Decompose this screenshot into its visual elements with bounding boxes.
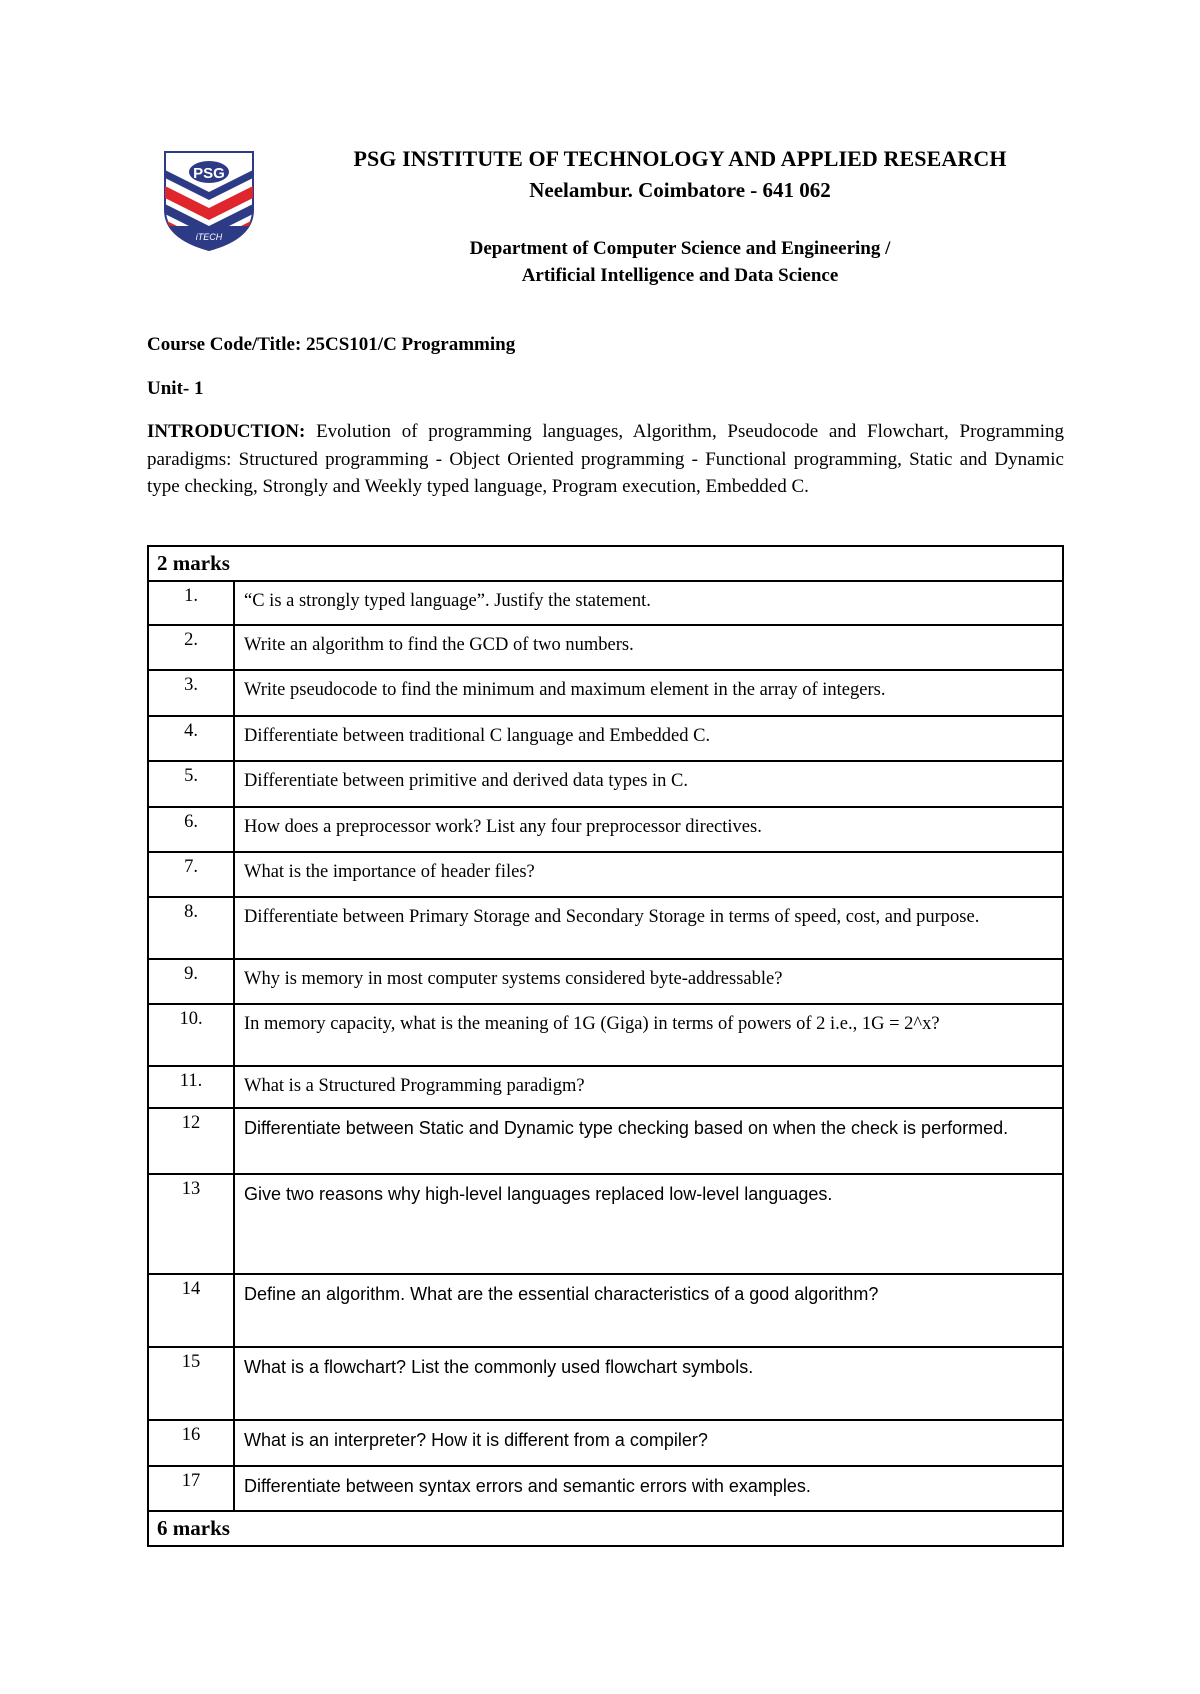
question-number: 11. <box>148 1066 234 1108</box>
table-row <box>148 1420 1063 1466</box>
table-row <box>148 716 1063 761</box>
question-number: 6. <box>148 807 234 852</box>
question-number: 12 <box>148 1108 234 1174</box>
section-label: 6 marks <box>148 1511 1063 1546</box>
table-row <box>148 1004 1063 1066</box>
department-line-1: Department of Computer Science and Engineering / <box>469 238 891 259</box>
institute-address: Neelambur. Coimbatore - 641 062 <box>529 178 831 202</box>
question-number: 10. <box>148 1004 234 1066</box>
question-number: 14 <box>148 1274 234 1347</box>
table-row <box>148 761 1063 807</box>
table-row <box>148 852 1063 897</box>
table-row <box>148 581 1063 625</box>
question-text: Differentiate between Static and Dynamic type checking based on when the check is performed. <box>234 1108 1063 1174</box>
question-text: Why is memory in most computer systems considered byte-addressable? <box>234 959 1063 1004</box>
question-text: Write pseudocode to find the minimum and maximum element in the array of integers. <box>234 670 1063 716</box>
table-row <box>148 1174 1063 1274</box>
section-label: 2 marks <box>148 546 1063 581</box>
question-text: What is an interpreter? How it is different from a compiler? <box>234 1420 1063 1466</box>
institute-name: PSG INSTITUTE OF TECHNOLOGY AND APPLIED RESEARCH <box>353 146 1007 171</box>
intro-text: Evolution of programming languages, Algorithm, Pseudocode and Flowchart, Programming paradigms: Structured programming - Object Oriented programming - Functional programming, Static and Dynamic type checking, Strongly and Weekly typed language, Program execution, Embedded C. <box>147 421 1064 497</box>
question-number: 17 <box>148 1466 234 1511</box>
question-number: 8. <box>148 897 234 959</box>
course-code-title: Course Code/Title: 25CS101/C Programming <box>147 334 516 355</box>
question-number: 2. <box>148 625 234 670</box>
question-text: What is a Structured Programming paradigm? <box>234 1066 1063 1108</box>
table-row <box>148 959 1063 1004</box>
question-number: 4. <box>148 716 234 761</box>
question-text: Define an algorithm. What are the essential characteristics of a good algorithm? <box>234 1274 1063 1347</box>
table-row <box>148 670 1063 716</box>
table-row <box>148 1347 1063 1420</box>
table-row <box>148 1108 1063 1174</box>
question-number: 7. <box>148 852 234 897</box>
logo-text-top: PSG <box>193 165 225 182</box>
question-text: Differentiate between Primary Storage and Secondary Storage in terms of speed, cost, and purpose. <box>234 897 1063 959</box>
question-number: 13 <box>148 1174 234 1274</box>
question-text: Give two reasons why high-level languages replaced low-level languages. <box>234 1174 1063 1274</box>
question-number: 9. <box>148 959 234 1004</box>
section-header-6marks <box>148 1511 1063 1546</box>
question-number: 16 <box>148 1420 234 1466</box>
table-row <box>148 1066 1063 1108</box>
question-number: 3. <box>148 670 234 716</box>
department-line-2: Artificial Intelligence and Data Science <box>521 265 839 286</box>
question-text: What is a flowchart? List the commonly used flowchart symbols. <box>234 1347 1063 1420</box>
question-text: Differentiate between syntax errors and semantic errors with examples. <box>234 1466 1063 1511</box>
unit-introduction <box>147 418 1064 501</box>
question-table <box>147 545 1064 1547</box>
section-header-2marks <box>148 546 1063 581</box>
question-text: Differentiate between primitive and derived data types in C. <box>234 761 1063 807</box>
table-row <box>148 1274 1063 1347</box>
question-text: What is the importance of header files? <box>234 852 1063 897</box>
intro-label: INTRODUCTION: <box>147 421 306 442</box>
table-row <box>148 625 1063 670</box>
question-text: Differentiate between traditional C language and Embedded C. <box>234 716 1063 761</box>
question-number: 15 <box>148 1347 234 1420</box>
question-text: “C is a strongly typed language”. Justify the statement. <box>234 581 1063 625</box>
table-row <box>148 1466 1063 1511</box>
question-number: 1. <box>148 581 234 625</box>
question-text: How does a preprocessor work? List any four preprocessor directives. <box>234 807 1063 852</box>
logo-text-bottom: iTECH <box>195 232 223 242</box>
question-number: 5. <box>148 761 234 807</box>
question-text: In memory capacity, what is the meaning of 1G (Giga) in terms of powers of 2 i.e., 1G = 2^x? <box>234 1004 1063 1066</box>
unit-label: Unit- 1 <box>147 378 204 399</box>
table-row <box>148 897 1063 959</box>
table-row <box>148 807 1063 852</box>
question-text: Write an algorithm to find the GCD of two numbers. <box>234 625 1063 670</box>
